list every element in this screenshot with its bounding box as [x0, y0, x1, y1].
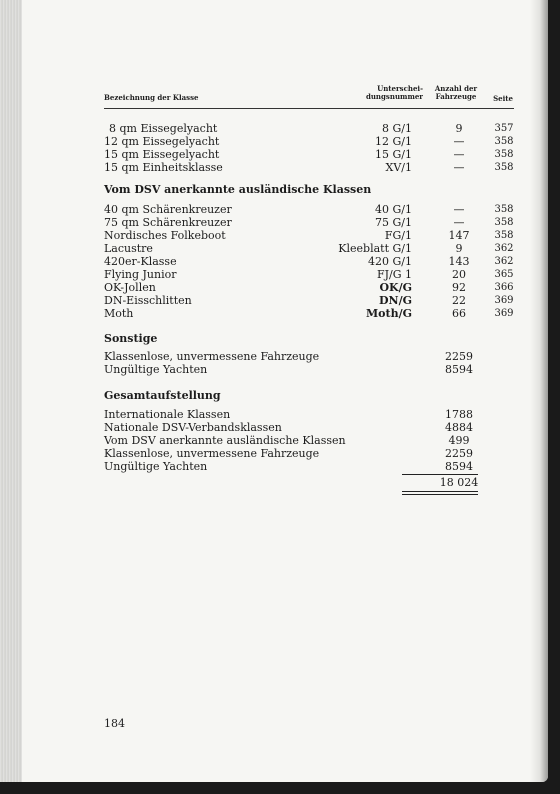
table-row: [104, 203, 514, 216]
row-name: 12 qm Eissegelyacht: [104, 135, 220, 148]
row-number: 8 G/1: [382, 122, 412, 135]
row-page: 358: [494, 217, 514, 228]
row-number: XV/1: [385, 161, 412, 174]
row-number: FG/1: [384, 229, 412, 242]
table-row: [104, 281, 514, 294]
total-row: [104, 476, 514, 489]
table-row: [104, 161, 514, 174]
row-count: 1788: [445, 408, 473, 421]
table-row: [104, 122, 514, 135]
header-number-line2: dungsnummer: [365, 92, 423, 101]
table-row: [104, 294, 514, 307]
table-row: [104, 216, 514, 229]
row-name: 75 qm Schärenkreuzer: [104, 216, 232, 229]
row-number: 420 G/1: [368, 255, 412, 268]
row-name: 8 qm Eissegelyacht: [109, 122, 218, 135]
row-number: DN/G: [378, 294, 412, 307]
row-page: 358: [494, 162, 514, 173]
section-heading-other: Sonstige: [104, 332, 158, 345]
header-number-line1: Unterschei-: [377, 84, 423, 93]
table-row: [104, 421, 514, 434]
header-count-line2: Fahrzeuge: [435, 92, 477, 101]
header-count: [428, 85, 484, 101]
header-count-line1: Anzahl der: [434, 84, 478, 93]
row-name: Ungültige Yachten: [104, 460, 208, 473]
header-name: Bezeichnung der Klasse: [104, 93, 199, 102]
row-number: OK/G: [379, 281, 412, 294]
table-row: [104, 434, 514, 447]
row-count: 9: [455, 122, 463, 135]
row-number: 12 G/1: [375, 135, 412, 148]
row-count: 2259: [445, 447, 473, 460]
row-count: 147: [448, 229, 470, 242]
row-name: 40 qm Schärenkreuzer: [104, 203, 232, 216]
row-count: 9: [455, 242, 463, 255]
row-name: Nordisches Folkeboot: [104, 229, 226, 242]
row-page: 358: [494, 149, 514, 160]
row-page: 362: [494, 243, 514, 254]
table-row: [104, 350, 514, 363]
row-page: 358: [494, 204, 514, 215]
header-page: Seite: [493, 94, 513, 103]
row-name: Ungültige Yachten: [104, 363, 208, 376]
row-count: 8594: [445, 363, 473, 376]
row-name: Flying Junior: [104, 268, 177, 281]
row-count: 22: [452, 294, 466, 307]
row-name: OK-Jollen: [104, 281, 156, 294]
row-number: Moth/G: [365, 307, 412, 320]
table-row: [104, 255, 514, 268]
row-count: 2259: [445, 350, 473, 363]
row-name: 15 qm Einheitsklasse: [104, 161, 223, 174]
page-stack-edge: [0, 0, 22, 782]
row-name: 420er-Klasse: [104, 255, 177, 268]
section-heading-foreign: Vom DSV anerkannte ausländische Klassen: [104, 183, 372, 196]
row-count: 8594: [445, 460, 473, 473]
row-name: 15 qm Eissegelyacht: [104, 148, 220, 161]
row-page: 358: [494, 230, 514, 241]
table-row: [104, 307, 514, 320]
row-name: Moth: [104, 307, 134, 320]
row-number: Kleeblatt G/1: [338, 242, 412, 255]
table-header: [104, 85, 514, 107]
row-name: Vom DSV anerkannte ausländische Klassen: [104, 434, 346, 447]
row-count: —: [453, 216, 465, 229]
row-count: —: [453, 148, 465, 161]
row-page: 365: [494, 269, 514, 280]
table-row: [104, 447, 514, 460]
table-row: [104, 242, 514, 255]
row-page: 362: [494, 256, 514, 267]
row-name: DN-Eisschlitten: [104, 294, 192, 307]
row-name: Klassenlose, unvermessene Fahrzeuge: [104, 447, 320, 460]
row-name: Internationale Klassen: [104, 408, 231, 421]
row-count: 143: [448, 255, 470, 268]
double-rule-bottom: [402, 494, 478, 495]
row-page: 357: [494, 123, 514, 134]
table-row: [104, 148, 514, 161]
header-rule: [104, 108, 514, 109]
page-number: 184: [104, 717, 125, 730]
row-number: 40 G/1: [375, 203, 412, 216]
row-number: 75 G/1: [375, 216, 412, 229]
double-rule-top: [402, 491, 478, 492]
row-count: 499: [448, 434, 470, 447]
table-row: [104, 229, 514, 242]
row-count: —: [453, 135, 465, 148]
row-name: Nationale DSV-Verbandsklassen: [104, 421, 282, 434]
row-number: FJ/G 1: [376, 268, 412, 281]
table-row: [104, 460, 514, 473]
header-number: [357, 85, 423, 101]
sum-rule: [402, 474, 478, 475]
row-page: 358: [494, 136, 514, 147]
table-row: [104, 408, 514, 421]
row-number: 15 G/1: [375, 148, 412, 161]
row-count: 20: [452, 268, 466, 281]
row-name: Klassenlose, unvermessene Fahrzeuge: [104, 350, 320, 363]
row-name: Lacustre: [104, 242, 153, 255]
row-count: 4884: [445, 421, 473, 434]
page-gutter-shadow: [530, 0, 548, 782]
row-page: 369: [494, 295, 514, 306]
section-heading-total: Gesamtaufstellung: [104, 389, 221, 402]
row-page: 366: [494, 282, 514, 293]
table-row: [104, 135, 514, 148]
row-count: 92: [452, 281, 466, 294]
row-page: 369: [494, 308, 514, 319]
row-count: —: [453, 203, 465, 216]
table-row: [104, 363, 514, 376]
row-count: —: [453, 161, 465, 174]
table-row: [104, 268, 514, 281]
row-count: 66: [452, 307, 466, 320]
grand-total: 18 024: [439, 476, 479, 489]
